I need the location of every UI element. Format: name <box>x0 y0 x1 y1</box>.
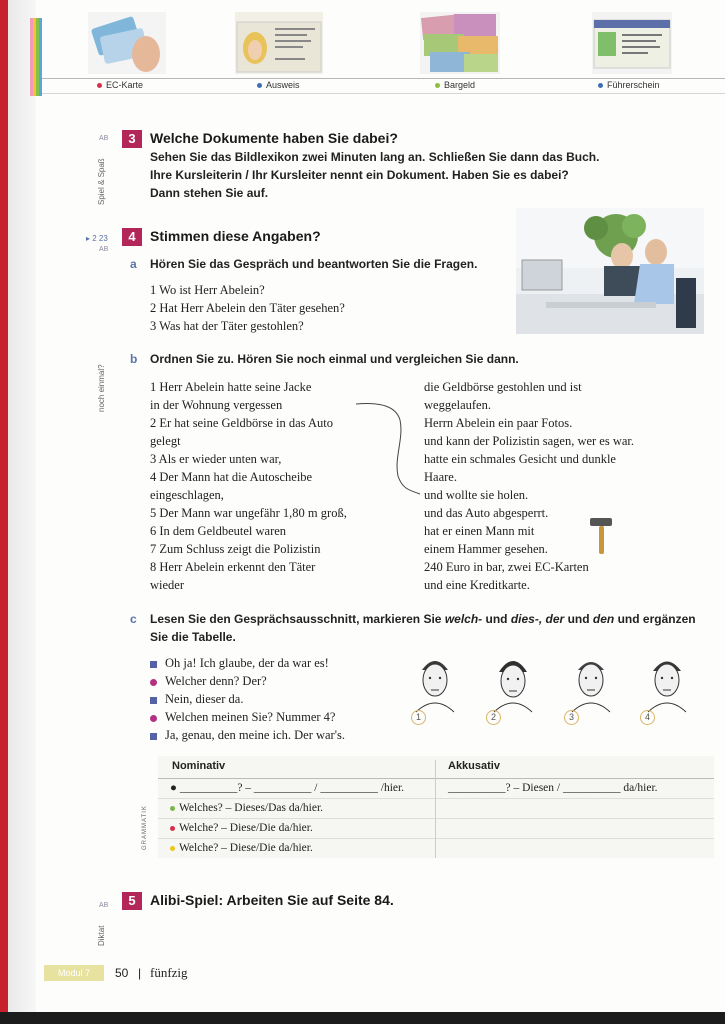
match-left: wieder <box>150 578 185 592</box>
match-right: und das Auto abgesperrt. <box>424 506 549 520</box>
match-right: und wollte sie holen. <box>424 488 529 502</box>
instruction-line: Ihre Kursleiterin / Ihr Kursleiter nennt ein Dokument. Haben Sie es dabei? <box>150 168 569 182</box>
audio-track: ▸ 2 23 <box>86 234 108 243</box>
exercise-number: 4 <box>122 228 142 246</box>
ab-marker: AB <box>99 246 109 253</box>
match-left: in der Wohnung vergessen <box>150 398 283 412</box>
side-label: Spiel & Spaß <box>97 158 106 205</box>
match-left: 2 Er hat seine Geldbörse in das Auto <box>150 416 333 430</box>
hammer-icon <box>590 516 614 556</box>
suspect-face-2 <box>486 650 540 714</box>
match-right: hatte ein schmales Gesicht und dunkle <box>424 452 616 466</box>
caption-bargeld: Bargeld <box>435 80 475 90</box>
table-cell: Welche? – Diese/Die da/hier. <box>170 822 313 834</box>
side-label: Diktat <box>97 925 106 946</box>
caption-ec-karte: EC-Karte <box>97 80 143 90</box>
match-left: gelegt <box>150 434 181 448</box>
table-cell: Welche? – Diese/Die da/hier. <box>170 842 313 854</box>
match-right: weggelaufen. <box>424 398 491 412</box>
page-word: fünfzig <box>150 965 188 980</box>
match-left: 5 Der Mann war ungefähr 1,80 m groß, <box>150 506 347 520</box>
dialog-line: Welcher denn? Der? <box>150 672 267 690</box>
face-number: 1 <box>411 710 426 725</box>
dialog-line: Welchen meinen Sie? Nummer 4? <box>150 708 335 726</box>
suspect-face-4 <box>640 650 694 714</box>
header-bottom-line <box>42 93 725 94</box>
match-left: 3 Als er wieder unten war, <box>150 452 282 466</box>
header-top-line <box>42 78 725 79</box>
instruction-line: Sehen Sie das Bildlexikon zwei Minuten lang an. Schließen Sie dann das Buch. <box>150 150 600 164</box>
side-label: noch einmal? <box>97 364 106 412</box>
ab-marker: AB <box>99 902 109 909</box>
caption-ausweis: Ausweis <box>257 80 300 90</box>
exercise-title: Welche Dokumente haben Sie dabei? <box>150 130 398 146</box>
table-header: Akkusativ <box>448 760 500 772</box>
suspect-face-1 <box>408 650 462 714</box>
match-left: 4 Der Mann hat die Autoscheibe <box>150 470 313 484</box>
match-right: und eine Kreditkarte. <box>424 578 530 592</box>
image-bargeld <box>420 12 500 74</box>
table-cell: __________? – Diesen / __________ da/hier. <box>448 782 658 794</box>
question: 3 Was hat der Täter gestohlen? <box>150 319 304 333</box>
match-right: die Geldbörse gestohlen und ist <box>424 380 582 394</box>
suspect-face-3 <box>564 650 618 714</box>
exercise-title: Stimmen diese Angaben? <box>150 228 321 244</box>
instruction-line: Lesen Sie den Gesprächsausschnitt, markieren Sie welch- und dies-, der und den und ergänzen <box>150 612 696 626</box>
dialog-line: Nein, dieser da. <box>150 690 243 708</box>
part-letter: a <box>130 257 137 271</box>
image-police-office <box>516 208 704 334</box>
part-letter: c <box>130 612 137 626</box>
instruction-line: Sie die Tabelle. <box>150 630 236 644</box>
table-header: Nominativ <box>172 760 226 772</box>
match-connector-line <box>350 398 430 498</box>
table-rule <box>158 798 714 799</box>
match-right: Haare. <box>424 470 457 484</box>
face-number: 4 <box>640 710 655 725</box>
match-right: einem Hammer gesehen. <box>424 542 548 556</box>
question: 2 Hat Herr Abelein den Täter gesehen? <box>150 301 345 315</box>
grammar-label: GRAMMATIK <box>142 805 148 850</box>
colored-tabs <box>30 18 44 96</box>
table-divider <box>435 760 436 858</box>
footer-separator: | <box>138 966 142 980</box>
match-right: hat er einen Mann mit <box>424 524 535 538</box>
scan-edge <box>0 1012 725 1024</box>
match-left: 1 Herr Abelein hatte seine Jacke <box>150 380 312 394</box>
table-rule <box>158 778 714 779</box>
caption-fuehrerschein: Führerschein <box>598 80 660 90</box>
image-ec-karte <box>88 12 166 74</box>
ab-marker: AB <box>99 135 109 142</box>
exercise-title: Alibi-Spiel: Arbeiten Sie auf Seite 84. <box>150 892 394 908</box>
dialog-line: Oh ja! Ich glaube, der da war es! <box>150 654 329 672</box>
question: 1 Wo ist Herr Abelein? <box>150 283 265 297</box>
match-right: 240 Euro in bar, zwei EC-Karten <box>424 560 589 574</box>
instruction-line: Dann stehen Sie auf. <box>150 186 269 200</box>
table-rule <box>158 818 714 819</box>
match-left: 8 Herr Abelein erkennt den Täter <box>150 560 316 574</box>
image-fuehrerschein <box>592 12 672 74</box>
face-number: 3 <box>564 710 579 725</box>
page-number: 50 <box>115 966 129 980</box>
module-tab: Modul 7 <box>44 965 104 981</box>
match-left: 7 Zum Schluss zeigt die Polizistin <box>150 542 321 556</box>
image-ausweis <box>235 12 323 74</box>
book-spine <box>0 0 8 1024</box>
table-cell: Welches? – Dieses/Das da/hier. <box>170 802 323 814</box>
match-left: eingeschlagen, <box>150 488 224 502</box>
exercise-number: 3 <box>122 130 142 148</box>
instruction-line: Ordnen Sie zu. Hören Sie noch einmal und vergleichen Sie dann. <box>150 352 519 366</box>
match-right: und kann der Polizistin sagen, wer es war. <box>424 434 635 448</box>
page-gutter <box>8 0 36 1024</box>
table-rule <box>158 838 714 839</box>
match-left: 6 In dem Geldbeutel waren <box>150 524 287 538</box>
match-right: Herrn Abelein ein paar Fotos. <box>424 416 573 430</box>
instruction-line: Hören Sie das Gespräch und beantworten Sie die Fragen. <box>150 257 478 271</box>
dialog-line: Ja, genau, den meine ich. Der war's. <box>150 726 345 744</box>
table-cell: ● __________? – __________ / __________ /hier. <box>170 782 405 794</box>
face-number: 2 <box>486 710 501 725</box>
part-letter: b <box>130 352 138 366</box>
exercise-number: 5 <box>122 892 142 910</box>
